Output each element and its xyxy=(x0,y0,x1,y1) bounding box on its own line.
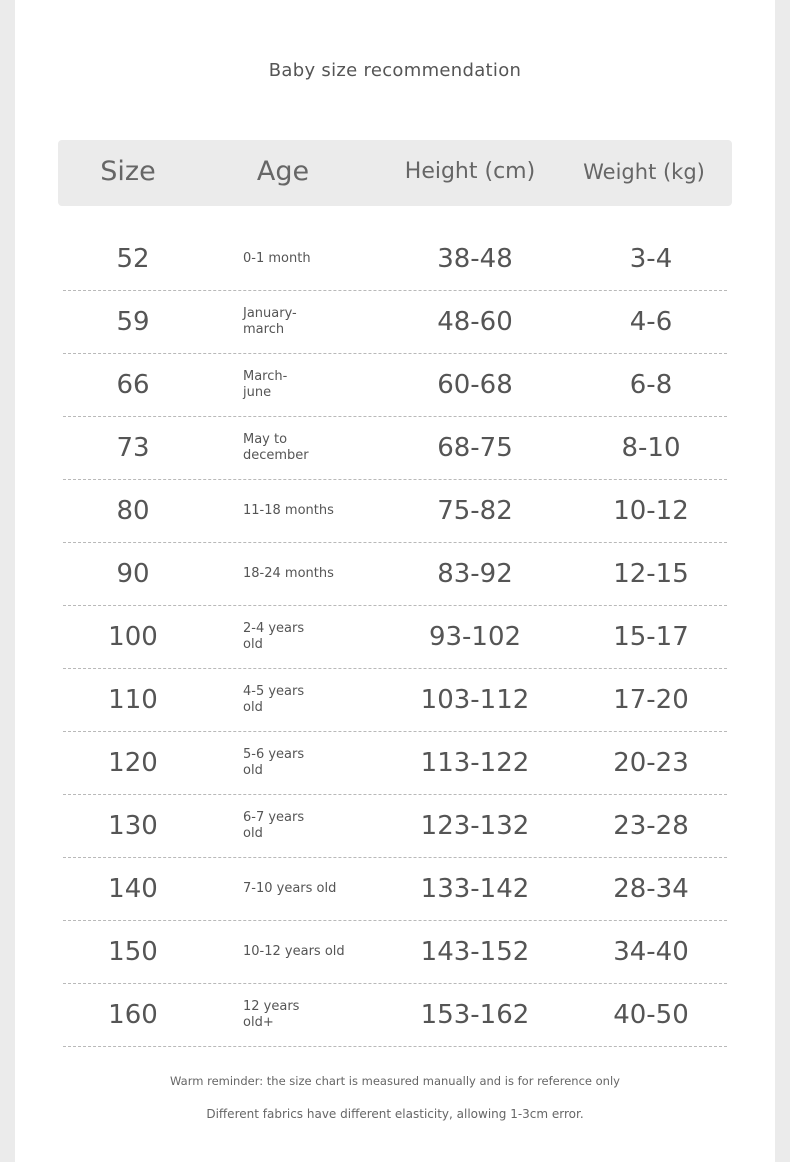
table-row xyxy=(63,354,727,417)
cell-weight: 15-17 xyxy=(613,622,689,652)
table-row xyxy=(63,480,727,543)
cell-height: 153-162 xyxy=(420,1000,530,1030)
header-age: Age xyxy=(256,156,310,187)
header-weight: Weight (kg) xyxy=(583,160,705,184)
cell-weight: 4-6 xyxy=(629,307,673,337)
cell-age: 12 years old+ xyxy=(243,999,300,1030)
cell-height: 123-132 xyxy=(420,811,530,841)
cell-weight: 17-20 xyxy=(613,685,689,715)
header-height: Height (cm) xyxy=(404,159,536,184)
cell-age: 7-10 years old xyxy=(243,881,337,896)
table-row xyxy=(63,795,727,858)
cell-size: 90 xyxy=(116,559,150,589)
cell-weight: 3-4 xyxy=(629,244,673,274)
cell-size: 80 xyxy=(116,496,150,526)
cell-size: 100 xyxy=(108,622,158,652)
cell-size: 150 xyxy=(108,937,158,967)
cell-size: 59 xyxy=(116,307,150,337)
table-row xyxy=(63,291,727,354)
table-row xyxy=(63,669,727,732)
size-chart-card xyxy=(15,0,775,1162)
cell-age: May to december xyxy=(243,432,309,463)
cell-age: 2-4 years old xyxy=(243,621,305,652)
cell-height: 68-75 xyxy=(437,433,513,463)
header-size: Size xyxy=(100,156,156,187)
table-row xyxy=(63,543,727,606)
cell-weight: 6-8 xyxy=(629,370,673,400)
table-row xyxy=(63,921,727,984)
cell-height: 48-60 xyxy=(437,307,513,337)
cell-size: 110 xyxy=(108,685,158,715)
cell-height: 75-82 xyxy=(437,496,513,526)
cell-size: 140 xyxy=(108,874,158,904)
cell-height: 143-152 xyxy=(420,937,530,967)
cell-age: March- june xyxy=(243,369,288,400)
cell-height: 60-68 xyxy=(437,370,513,400)
table-row xyxy=(63,984,727,1047)
table-header xyxy=(58,140,732,206)
cell-age: 0-1 month xyxy=(243,251,311,266)
size-table-body xyxy=(63,228,727,1047)
cell-size: 66 xyxy=(116,370,150,400)
cell-height: 93-102 xyxy=(428,622,522,652)
cell-age: 18-24 months xyxy=(243,566,334,581)
page-title: Baby size recommendation xyxy=(268,60,522,81)
cell-size: 120 xyxy=(108,748,158,778)
elasticity-note: Different fabrics have different elasticity, allowing 1-3cm error. xyxy=(206,1107,584,1121)
cell-weight: 20-23 xyxy=(613,748,689,778)
cell-height: 133-142 xyxy=(420,874,530,904)
cell-height: 113-122 xyxy=(420,748,530,778)
cell-size: 160 xyxy=(108,1000,158,1030)
cell-size: 130 xyxy=(108,811,158,841)
cell-age: 4-5 years old xyxy=(243,684,305,715)
cell-weight: 34-40 xyxy=(613,937,689,967)
cell-height: 103-112 xyxy=(420,685,530,715)
cell-weight: 28-34 xyxy=(613,874,689,904)
warm-reminder-note: Warm reminder: the size chart is measured manually and is for reference only xyxy=(170,1074,620,1088)
cell-height: 38-48 xyxy=(437,244,513,274)
table-row xyxy=(63,417,727,480)
cell-weight: 8-10 xyxy=(621,433,681,463)
cell-age: January- march xyxy=(243,306,297,337)
cell-size: 73 xyxy=(116,433,150,463)
cell-age: 11-18 months xyxy=(243,503,334,518)
table-row xyxy=(63,228,727,291)
cell-weight: 12-15 xyxy=(613,559,689,589)
table-row xyxy=(63,606,727,669)
cell-age: 10-12 years old xyxy=(243,944,345,959)
cell-age: 6-7 years old xyxy=(243,810,305,841)
cell-weight: 23-28 xyxy=(613,811,689,841)
cell-weight: 10-12 xyxy=(613,496,689,526)
cell-height: 83-92 xyxy=(437,559,513,589)
table-row xyxy=(63,732,727,795)
cell-weight: 40-50 xyxy=(613,1000,689,1030)
cell-age: 5-6 years old xyxy=(243,747,305,778)
cell-size: 52 xyxy=(116,244,150,274)
table-row xyxy=(63,858,727,921)
